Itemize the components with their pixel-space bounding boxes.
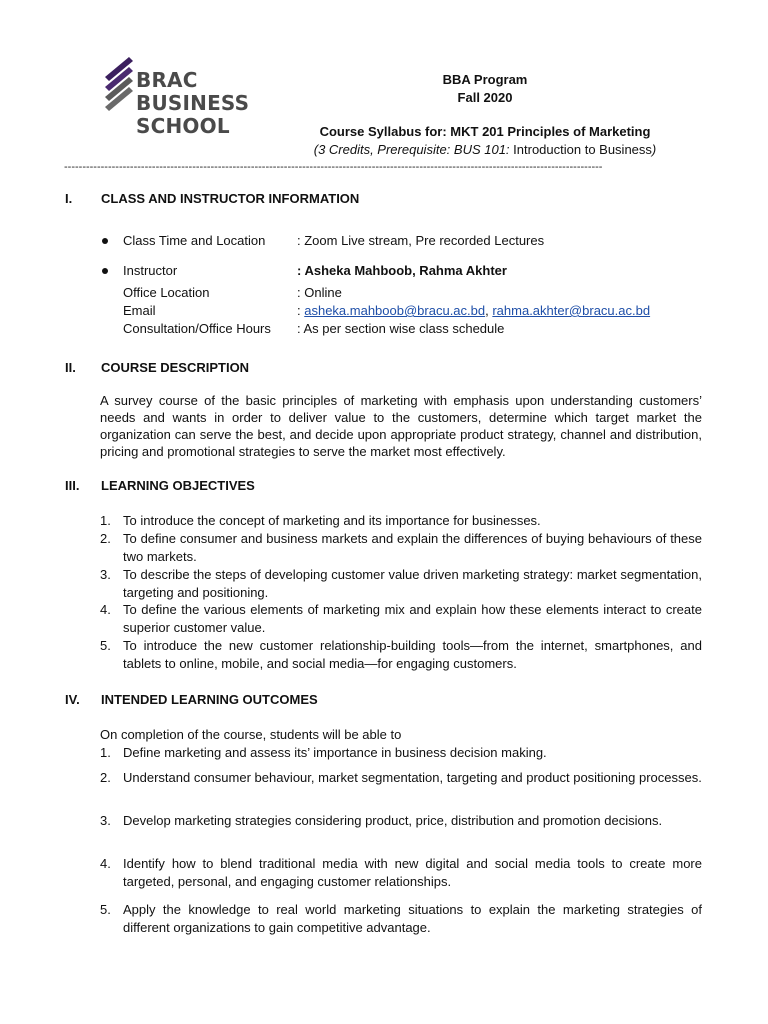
brac-business-school-logo bbox=[103, 55, 250, 145]
course-description: A survey course of the basic principles of marketing with emphasis upon understanding customers’ needs and wants in order to deliver value to the customers, determine which target market the organization can serve the best, and decide upon appropriate product strategy, channel and distribution, pricing and promotional strategies to serve the market most effectively. bbox=[100, 393, 702, 459]
objective-text: To introduce the concept of marketing and its importance for businesses. bbox=[123, 513, 541, 528]
course-title: Course Syllabus for: MKT 201 Principles of Marketing bbox=[319, 124, 651, 139]
section-title: INTENDED LEARNING OUTCOMES bbox=[101, 692, 318, 707]
email-link-1[interactable]: asheka.mahboob@bracu.ac.bd bbox=[304, 303, 486, 318]
program-title: BBA Program bbox=[442, 72, 528, 87]
section-number: III. bbox=[65, 478, 80, 493]
outcome-item bbox=[100, 769, 702, 787]
email-link-2[interactable]: rahma.akhter@bracu.ac.bd bbox=[492, 303, 651, 318]
outcome-text: Identify how to blend traditional media with new digital and social media tools to create more targeted, personal, and engaging customer relationships. bbox=[123, 856, 702, 889]
bullet-icon bbox=[102, 238, 108, 244]
objective-text: To define the various elements of marketing mix and explain how these elements interact to create superior customer value. bbox=[123, 602, 702, 635]
logo-stripes-icon bbox=[103, 55, 133, 115]
objective-item bbox=[100, 637, 702, 673]
objective-number: 3. bbox=[100, 567, 111, 582]
outcome-item bbox=[100, 901, 702, 937]
outcome-text: Understand consumer behaviour, market segmentation, targeting and product positioning processes. bbox=[123, 770, 702, 785]
objective-number: 1. bbox=[100, 513, 111, 528]
office-value: : Online bbox=[297, 285, 342, 300]
objective-number: 5. bbox=[100, 638, 111, 653]
logo-line-3: SCHOOL bbox=[136, 114, 230, 138]
class-value: : Zoom Live stream, Pre recorded Lectures bbox=[297, 233, 545, 248]
section-title: COURSE DESCRIPTION bbox=[101, 360, 250, 375]
office-label: Office Location bbox=[123, 285, 210, 300]
objective-item bbox=[100, 601, 702, 637]
outcomes-intro: On completion of the course, students will be able to bbox=[100, 727, 402, 742]
objective-number: 4. bbox=[100, 602, 111, 617]
document-header bbox=[260, 71, 710, 159]
credits-part-b: Introduction to Business bbox=[509, 142, 652, 157]
section-number: II. bbox=[65, 360, 76, 375]
outcome-text: Define marketing and assess its’ importance in business decision making. bbox=[123, 745, 547, 760]
instructor-value: : Asheka Mahboob, Rahma Akhter bbox=[297, 263, 507, 278]
objective-text: To describe the steps of developing customer value driven marketing strategy: market segmentation, targeting and positioning. bbox=[123, 567, 702, 600]
objective-item bbox=[100, 530, 702, 566]
logo-line-1: BRAC bbox=[136, 68, 198, 92]
outcome-item bbox=[100, 812, 702, 830]
section-number: I. bbox=[65, 191, 73, 206]
section-number: IV. bbox=[65, 692, 80, 707]
email-separator: , bbox=[485, 303, 493, 318]
outcome-number: 4. bbox=[100, 856, 111, 871]
objective-number: 2. bbox=[100, 531, 111, 546]
email-label: Email bbox=[123, 303, 156, 318]
course-credits bbox=[260, 141, 710, 159]
class-label: Class Time and Location bbox=[123, 233, 266, 248]
bullet-icon bbox=[102, 268, 108, 274]
logo-line-2: BUSINESS bbox=[136, 91, 250, 115]
outcome-number: 5. bbox=[100, 902, 111, 917]
email-prefix: : bbox=[297, 303, 305, 318]
objective-item bbox=[100, 512, 702, 530]
objective-text: To introduce the new customer relationship-building tools—from the internet, smartphones, and tablets to online, mobile, and social media—for engaging customers. bbox=[123, 638, 702, 671]
outcome-number: 2. bbox=[100, 770, 111, 785]
objective-text: To define consumer and business markets and explain the differences of buying behaviours of these two markets. bbox=[123, 531, 702, 564]
hours-value: : As per section wise class schedule bbox=[297, 321, 505, 336]
outcome-item bbox=[100, 744, 702, 762]
objective-item bbox=[100, 566, 702, 602]
dashed-divider: --------------------------------------------------------------------------------------------------------------------------------------------------- bbox=[64, 161, 603, 173]
hours-label: Consultation/Office Hours bbox=[123, 321, 271, 336]
section-title: LEARNING OBJECTIVES bbox=[101, 478, 255, 493]
outcome-item bbox=[100, 855, 702, 891]
term-title: Fall 2020 bbox=[457, 90, 513, 105]
outcome-text: Develop marketing strategies considering product, price, distribution and promotion decisions. bbox=[123, 813, 663, 828]
email-value bbox=[297, 302, 650, 320]
credits-part-a: (3 Credits, Prerequisite: BUS 101: bbox=[313, 142, 510, 157]
credits-part-c: ) bbox=[651, 142, 657, 157]
instructor-label: Instructor bbox=[123, 263, 178, 278]
outcome-number: 1. bbox=[100, 745, 111, 760]
outcome-number: 3. bbox=[100, 813, 111, 828]
outcome-text: Apply the knowledge to real world marketing situations to explain the marketing strategies of different organizations to gain competitive advantage. bbox=[123, 902, 702, 935]
section-title: CLASS AND INSTRUCTOR INFORMATION bbox=[101, 191, 360, 206]
logo-wordmark bbox=[136, 69, 249, 138]
